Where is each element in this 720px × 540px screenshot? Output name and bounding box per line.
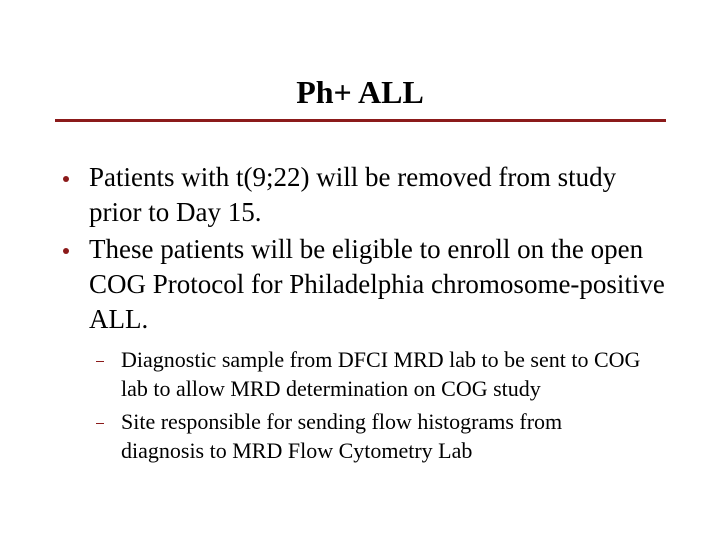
bullet-item — [0, 160, 669, 230]
sub-bullet-list — [0, 345, 720, 465]
dash-icon — [93, 407, 107, 436]
bullet-text: Patients with t(9;22) will be removed from study prior to Day 15. — [89, 162, 617, 227]
dash-icon — [93, 345, 107, 374]
sub-bullet-text: Site responsible for sending flow histograms from diagnosis to MRD Flow Cytometry Lab — [121, 409, 563, 463]
sub-bullet-text: Diagnostic sample from DFCI MRD lab to be sent to COG lab to allow MRD determination on COG study — [121, 347, 641, 401]
bullet-item — [0, 232, 669, 337]
bullet-text: These patients will be eligible to enroll on the open COG Protocol for Philadelphia chromosome-positive ALL. — [89, 234, 665, 334]
title-underline — [55, 119, 666, 122]
bullet-dot-icon — [58, 160, 74, 195]
slide-title: Ph+ ALL — [296, 74, 424, 110]
bullet-dot-icon — [58, 232, 74, 267]
sub-bullet-item — [0, 407, 641, 465]
bullet-list — [0, 160, 720, 469]
sub-bullet-item — [0, 345, 641, 403]
